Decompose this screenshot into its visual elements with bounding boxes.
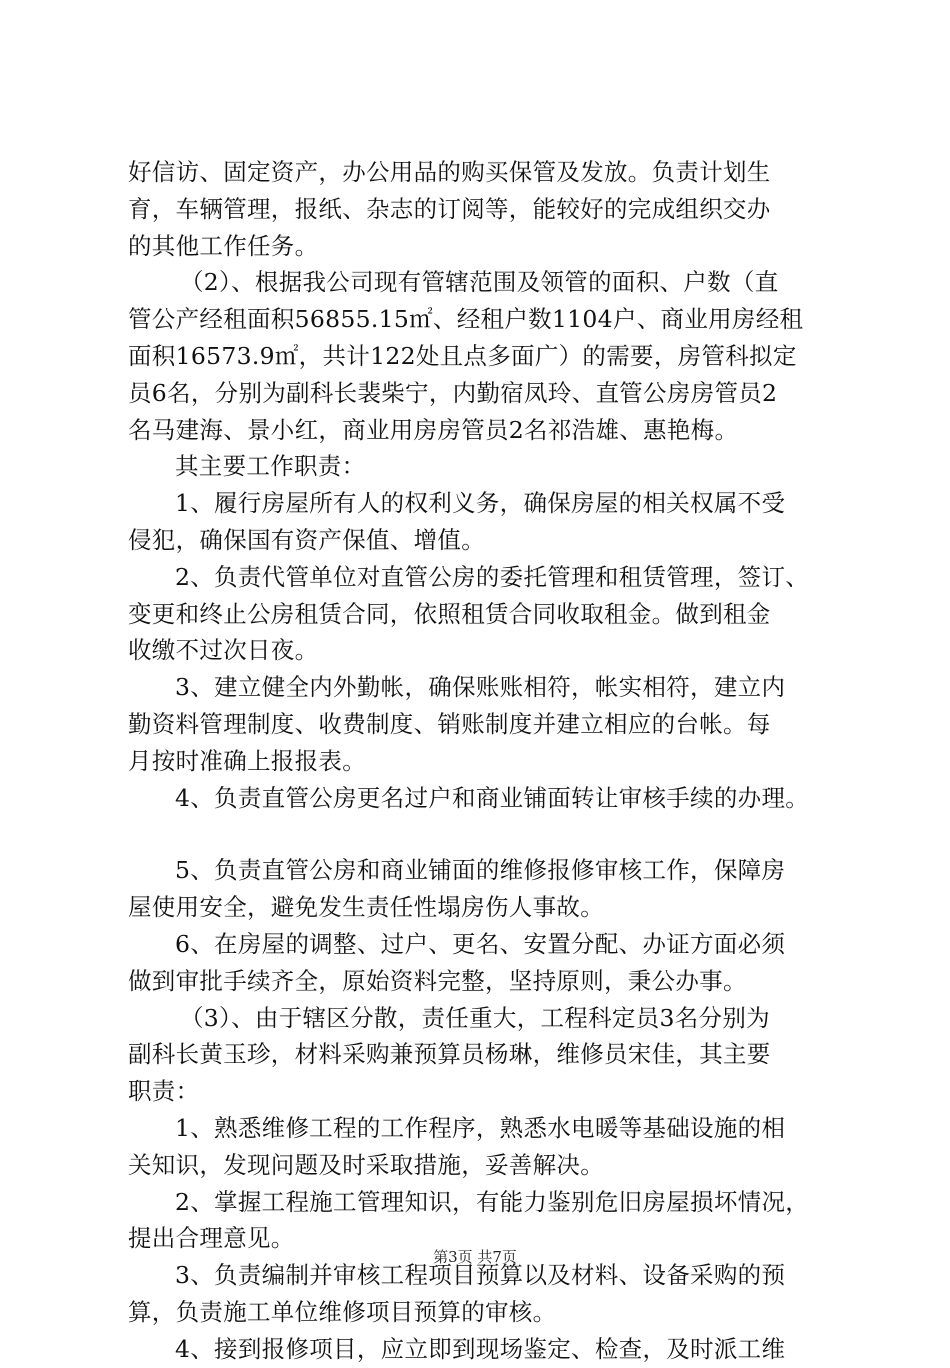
text-line: 关知识，发现问题及时采取措施，妥善解决。	[128, 1150, 604, 1179]
text-line: 名马建海、景小红，商业用房房管员2名祁浩雄、惠艳梅。	[128, 415, 739, 444]
text-line: 侵犯，确保国有资产保值、增值。	[128, 525, 485, 554]
text-line: （3）、由于辖区分散，责任重大，工程科定员3名分别为	[180, 1003, 770, 1032]
document-body	[128, 154, 828, 1368]
page-number: 第3页 共7页	[433, 1248, 517, 1266]
text-line: 面积16573.9㎡，共计122处且点多面广）的需要，房管科拟定	[128, 341, 797, 370]
text-line: 的其他工作任务。	[128, 231, 319, 260]
text-line: 职责：	[128, 1077, 200, 1106]
text-line: 员6名，分别为副科长裴柴宁，内勤宿凤玲、直管公房房管员2	[128, 378, 778, 407]
paragraph-gap	[128, 816, 828, 852]
text-line: 育，车辆管理，报纸、杂志的订阅等，能较好的完成组织交办	[128, 194, 771, 223]
text-line: 1、熟悉维修工程的工作程序，熟悉水电暖等基础设施的相	[175, 1113, 786, 1142]
text-line: 做到审批手续齐全，原始资料完整，坚持原则，秉公办事。	[128, 966, 747, 995]
text-line: 副科长黄玉珍，材料采购兼预算员杨琳，维修员宋佳，其主要	[128, 1040, 771, 1069]
text-line: 1、履行房屋所有人的权利义务，确保房屋的相关权属不受	[175, 489, 786, 518]
text-line: 3、负责编制并审核工程项目预算以及材料、设备采购的预	[175, 1261, 786, 1290]
text-line: 其主要工作职责：	[175, 452, 366, 481]
text-line: 变更和终止公房租赁合同，依照租赁合同收取租金。做到租金	[128, 599, 771, 628]
text-line: 4、负责直管公房更名过户和商业铺面转让审核手续的办理。	[175, 783, 810, 812]
text-line: 5、负责直管公房和商业铺面的维修报修审核工作，保障房	[175, 856, 786, 885]
text-line: 2、负责代管单位对直管公房的委托管理和租赁管理，签订、	[175, 562, 810, 591]
text-line: （2）、根据我公司现有管辖范围及领管的面积、户数（直	[180, 268, 779, 297]
text-line: 屋使用安全，避免发生责任性塌房伤人事故。	[128, 893, 604, 922]
text-line: 好信访、固定资产，办公用品的购买保管及发放。负责计划生	[128, 158, 771, 186]
page-footer	[0, 1246, 950, 1267]
text-line: 勤资料管理制度、收费制度、销账制度并建立相应的台帐。每	[128, 709, 771, 738]
text-line: 6、在房屋的调整、过户、更名、安置分配、办证方面必须	[175, 929, 786, 958]
text-line: 3、建立健全内外勤帐，确保账账相符，帐实相符，建立内	[175, 673, 786, 702]
text-line: 提出合理意见。	[128, 1224, 295, 1253]
text-line: 收缴不过次日夜。	[128, 636, 319, 665]
text-line: 2、掌握工程施工管理知识，有能力鉴别危旧房屋损坏情况，	[175, 1187, 810, 1216]
text-line: 4、接到报修项目，应立即到现场鉴定、检查，及时派工维	[175, 1334, 786, 1363]
text-line: 月按时准确上报报表。	[128, 746, 366, 775]
text-line: 管公产经租面积56855.15㎡、经租户数1104户、商业用房经租	[128, 305, 804, 334]
text-line: 算，负责施工单位维修项目预算的审核。	[128, 1297, 557, 1326]
